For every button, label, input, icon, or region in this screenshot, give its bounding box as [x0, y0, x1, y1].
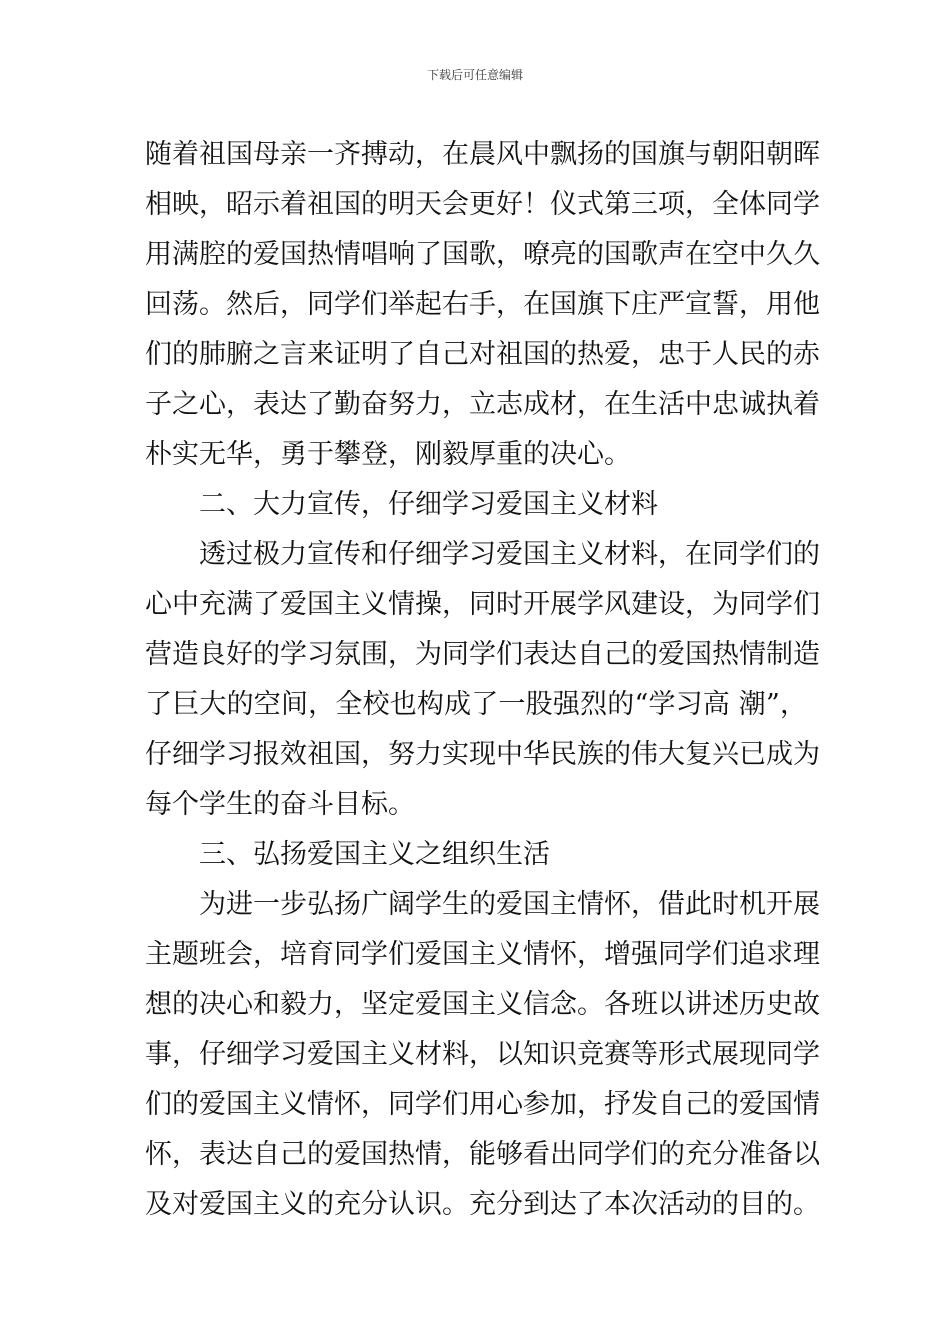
text-line: 二、大力宣传，仔细学习爱国主义材料: [199, 489, 658, 520]
text-line: 为进一步弘扬广阔学生的爱国主情怀，借此时机开展: [199, 889, 820, 920]
document-body: [145, 130, 820, 1230]
text-line: 回荡。然后，同学们举起右手，在国旗下庄严宣誓，用他: [145, 289, 820, 320]
text-line: 相映，昭示着祖国的明天会更好！仪式第三项，全体同学: [145, 189, 820, 220]
text-line: 主题班会，培育同学们爱国主义情怀，增强同学们追求理: [145, 939, 820, 970]
text-line: 用满腔的爱国热情唱响了国歌，嘹亮的国歌声在空中久久: [145, 239, 820, 270]
text-line: 营造良好的学习氛围，为同学们表达自己的爱国热情制造: [145, 639, 820, 670]
page-header: 下载后可任意编辑: [426, 68, 523, 82]
text-line: 每个学生的奋斗目标。: [145, 789, 415, 820]
text-line: 想的决心和毅力，坚定爱国主义信念。各班以讲述历史故: [145, 989, 820, 1020]
text-line: 及对爱国主义的充分认识。充分到达了本次活动的目的。: [145, 1189, 820, 1220]
text-line: 事，仔细学习爱国主义材料，以知识竞赛等形式展现同学: [145, 1039, 820, 1070]
text-line: 了巨大的空间，全校也构成了一股强烈的“学习高 潮”，: [145, 689, 807, 720]
text-line: 透过极力宣传和仔细学习爱国主义材料，在同学们的: [199, 539, 820, 570]
text-line: 们的肺腑之言来证明了自己对祖国的热爱，忠于人民的赤: [145, 339, 820, 370]
text-line: 子之心，表达了勤奋努力，立志成材，在生活中忠诚执着: [145, 389, 820, 420]
text-line: 心中充满了爱国主义情操，同时开展学风建设，为同学们: [145, 589, 820, 620]
text-line: 们的爱国主义情怀，同学们用心参加，抒发自己的爱国情: [145, 1089, 820, 1120]
text-line: 朴实无华，勇于攀登，刚毅厚重的决心。: [145, 439, 631, 470]
text-line: 随着祖国母亲一齐搏动，在晨风中飘扬的国旗与朝阳朝晖: [145, 139, 820, 170]
text-line: 三、弘扬爱国主义之组织生活: [199, 839, 550, 870]
text-line: 仔细学习报效祖国，努力实现中华民族的伟大复兴已成为: [145, 739, 820, 770]
text-line: 怀，表达自己的爱国热情，能够看出同学们的充分准备以: [145, 1139, 820, 1170]
